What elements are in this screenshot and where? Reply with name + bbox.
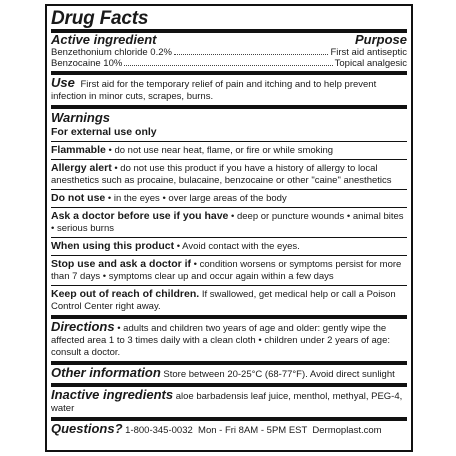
directions-text: • adults and children two years of age and older: gently wipe the affected area 1 to 3 times daily with a clean cloth • children under 2 years of age: consult a doctor. — [51, 323, 391, 358]
directions-section — [51, 319, 407, 361]
flammable-label: Flammable — [51, 144, 106, 156]
allergy-text: • do not use this product if you have a history of allergy to local anesthetics such as procaine, bulacaine, benzocaine or other "caine" anesthetics — [51, 163, 392, 186]
questions-text: 1-800-345-0032 Mon - Fri 8AM - 5PM EST Dermoplast.com — [122, 425, 382, 436]
allergy-warning — [51, 160, 407, 189]
ingredient-purpose: Topical analgesic — [334, 58, 407, 69]
drug-facts-panel — [45, 4, 413, 452]
use-text: First aid for the temporary relief of pain and itching and to help prevent infection in minor cuts, scrapes, burns. — [51, 79, 377, 102]
directions-label: Directions — [51, 319, 115, 334]
questions-label: Questions? — [51, 421, 123, 436]
do-not-use-text: • in the eyes • over large areas of the body — [105, 193, 287, 204]
warnings-section — [51, 109, 407, 141]
questions-section — [51, 421, 407, 439]
external-use-note: For external use only — [51, 126, 157, 138]
ask-doctor-label: Ask a doctor before use if you have — [51, 210, 229, 222]
inactive-ingredients-section — [51, 387, 407, 417]
allergy-label: Allergy alert — [51, 162, 112, 174]
keep-out-label: Keep out of reach of children. — [51, 288, 200, 300]
warnings-heading: Warnings — [51, 110, 110, 125]
keep-out-warning — [51, 286, 407, 315]
active-ingredient-row — [51, 47, 407, 58]
stop-use-label: Stop use and ask a doctor if — [51, 258, 192, 270]
other-information-section — [51, 365, 407, 383]
active-header-row — [51, 33, 407, 47]
when-using-warning — [51, 238, 407, 255]
active-ingredient-heading: Active ingredient — [51, 32, 157, 47]
purpose-heading: Purpose — [354, 32, 407, 47]
dot-leader — [124, 65, 332, 66]
inactive-ingredients-label: Inactive ingredients — [51, 387, 174, 402]
dot-leader — [174, 54, 329, 55]
do-not-use-warning — [51, 190, 407, 207]
other-information-text: Store between 20-25°C (68-77°F). Avoid direct sunlight — [160, 369, 395, 380]
flammable-warning — [51, 142, 407, 159]
when-using-text: • Avoid contact with the eyes. — [174, 241, 300, 252]
flammable-text: • do not use near heat, flame, or fire or while smoking — [105, 145, 334, 156]
panel-title: Drug Facts — [51, 8, 149, 29]
use-label: Use — [51, 75, 75, 90]
when-using-label: When using this product — [51, 240, 175, 252]
ask-doctor-warning — [51, 208, 407, 237]
ingredient-name: Benzethonium chloride 0.2% — [51, 47, 172, 58]
inactive-ingredients-text: aloe barbadensis leaf juice, menthol, methyal, PEG-4, water — [51, 391, 403, 414]
ask-doctor-text: • deep or puncture wounds • animal bites • serious burns — [51, 211, 404, 234]
do-not-use-label: Do not use — [51, 192, 106, 204]
ingredient-name: Benzocaine 10% — [51, 58, 123, 69]
use-section — [51, 75, 407, 105]
active-ingredient-row — [51, 58, 407, 71]
ingredient-purpose: First aid antiseptic — [330, 47, 407, 58]
stop-use-text: • condition worsens or symptoms persist for more than 7 days • symptoms clear up and occur again within a few days — [51, 259, 402, 282]
keep-out-text: If swallowed, get medical help or call a Poison Control Center right away. — [51, 289, 396, 312]
stop-use-warning — [51, 256, 407, 285]
other-information-label: Other information — [51, 365, 161, 380]
